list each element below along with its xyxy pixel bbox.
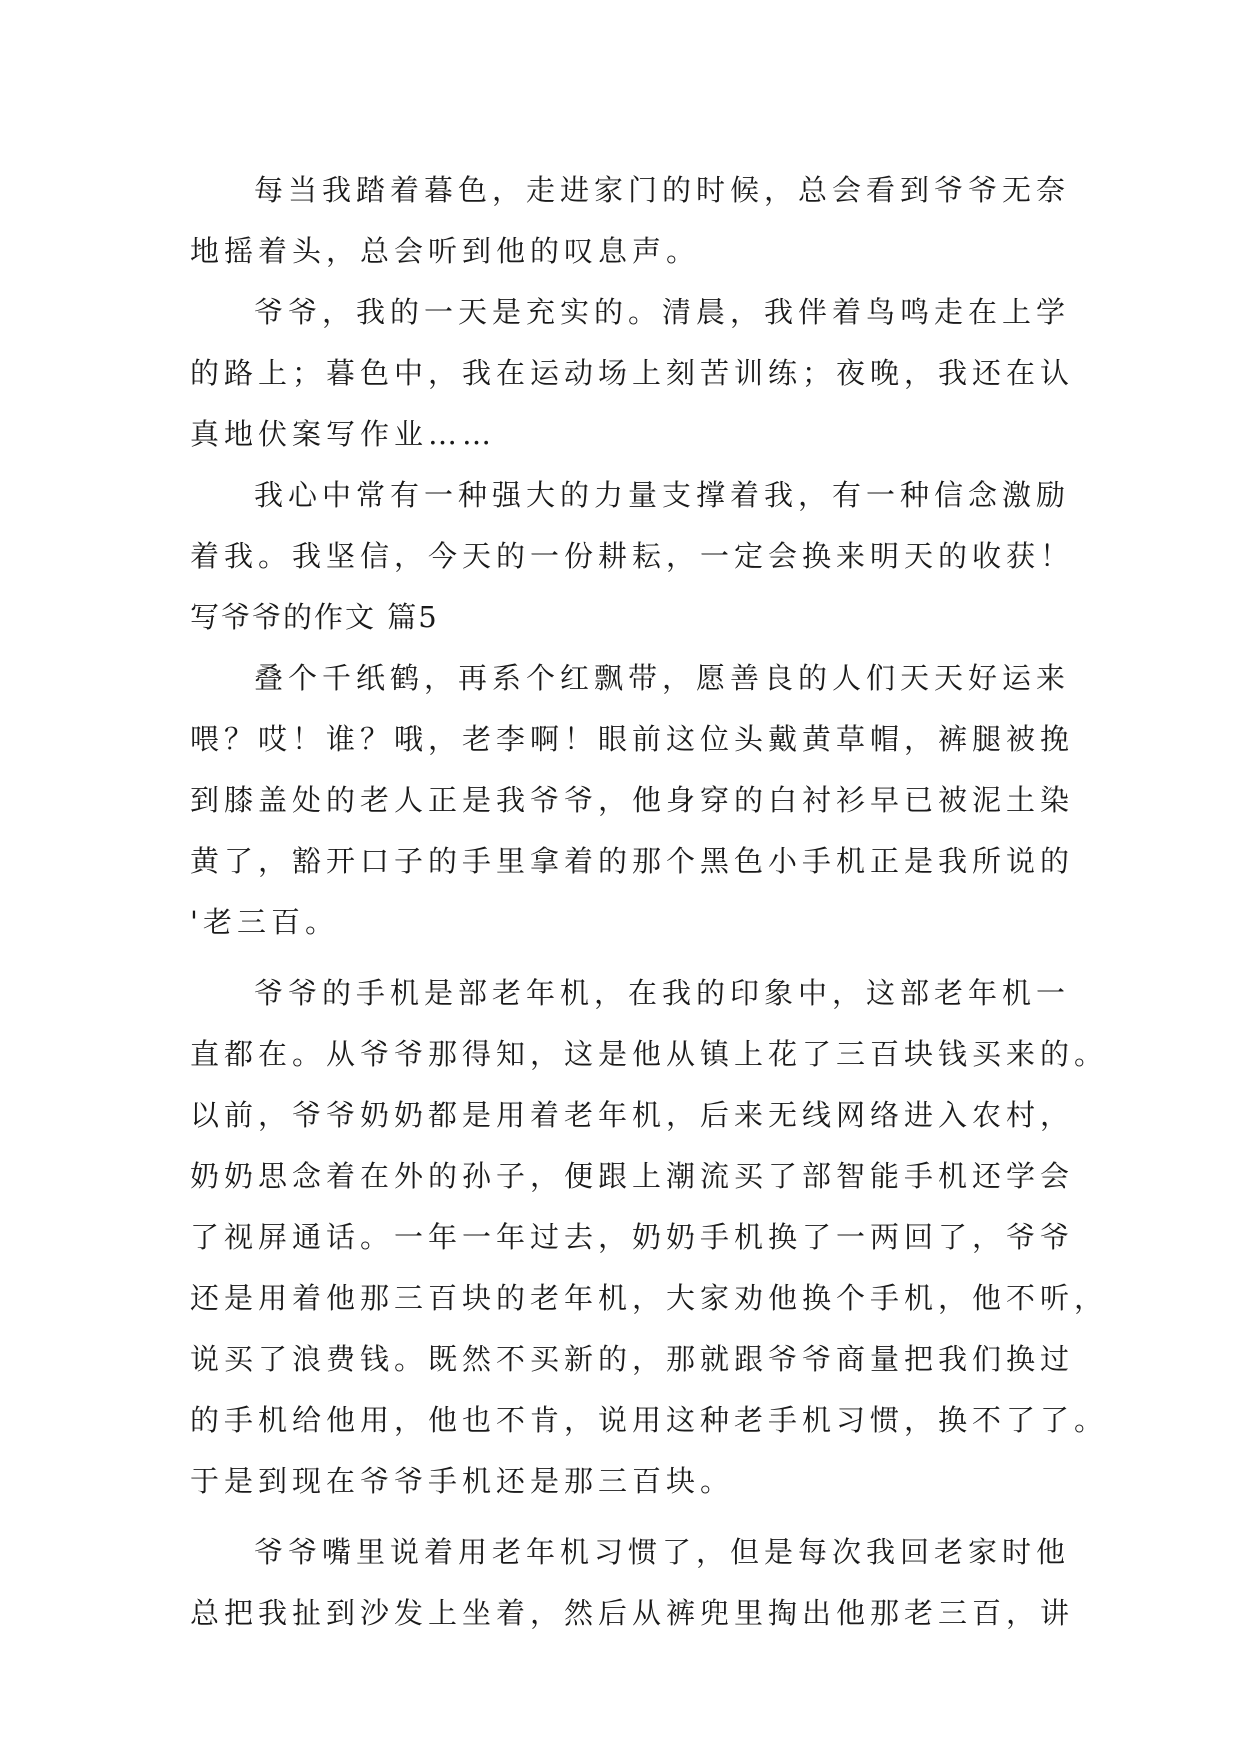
spacer: [190, 953, 1050, 963]
text-line: 直都在。从爷爷那得知，这是他从镇上花了三百块钱买来的。: [190, 1037, 1109, 1071]
paragraph: [190, 648, 1075, 953]
text-line: '老三百。: [190, 905, 339, 939]
section-heading: 写爷爷的作文 篇5: [190, 600, 439, 634]
text-line: 着我。我坚信，今天的一份耕耘，一定会换来明天的收获！: [190, 539, 1075, 573]
text-line: 地摇着头，总会听到他的叹息声。: [190, 234, 701, 268]
text-line: 的手机给他用，他也不肯，说用这种老手机习惯，换不了了。: [190, 1403, 1109, 1437]
paragraph: [190, 465, 1075, 587]
paragraph: [190, 160, 1071, 282]
text-line: 说买了浪费钱。既然不买新的，那就跟爷爷商量把我们换过: [190, 1342, 1075, 1376]
spacer: [190, 1512, 1050, 1522]
text-line: 还是用着他那三百块的老年机，大家劝他换个手机，他不听，: [190, 1281, 1109, 1315]
text-line: 到膝盖处的老人正是我爷爷，他身穿的白衬衫早已被泥土染: [190, 783, 1075, 817]
paragraph: [190, 282, 1075, 465]
text-line: 喂？哎！谁？哦，老李啊！眼前这位头戴黄草帽，裤腿被挽: [190, 722, 1075, 756]
document-body: [190, 160, 1109, 1644]
text-line: 爷爷的手机是部老年机，在我的印象中，这部老年机一: [254, 976, 1071, 1010]
text-line: 爷爷，我的一天是充实的。清晨，我伴着鸟鸣走在上学: [254, 295, 1071, 329]
text-line: 总把我扯到沙发上坐着，然后从裤兜里掏出他那老三百，讲: [190, 1596, 1075, 1630]
text-line: 的路上；暮色中，我在运动场上刻苦训练；夜晚，我还在认: [190, 356, 1075, 390]
paragraph: [190, 963, 1109, 1512]
text-line: 真地伏案写作业……: [190, 417, 497, 451]
text-line: 叠个千纸鹤，再系个红飘带，愿善良的人们天天好运来: [254, 661, 1071, 695]
text-line: 奶奶思念着在外的孙子，便跟上潮流买了部智能手机还学会: [190, 1159, 1075, 1193]
text-line: 我心中常有一种强大的力量支撑着我，有一种信念激励: [254, 478, 1071, 512]
text-line: 以前，爷爷奶奶都是用着老年机，后来无线网络进入农村，: [190, 1098, 1075, 1132]
text-line: 于是到现在爷爷手机还是那三百块。: [190, 1464, 735, 1498]
text-line: 每当我踏着暮色，走进家门的时候，总会看到爷爷无奈: [254, 173, 1071, 207]
text-line: 爷爷嘴里说着用老年机习惯了，但是每次我回老家时他: [254, 1535, 1071, 1569]
text-line: 了视屏通话。一年一年过去，奶奶手机换了一两回了，爷爷: [190, 1220, 1075, 1254]
paragraph: [190, 1522, 1075, 1644]
text-line: 黄了，豁开口子的手里拿着的那个黑色小手机正是我所说的: [190, 844, 1075, 878]
